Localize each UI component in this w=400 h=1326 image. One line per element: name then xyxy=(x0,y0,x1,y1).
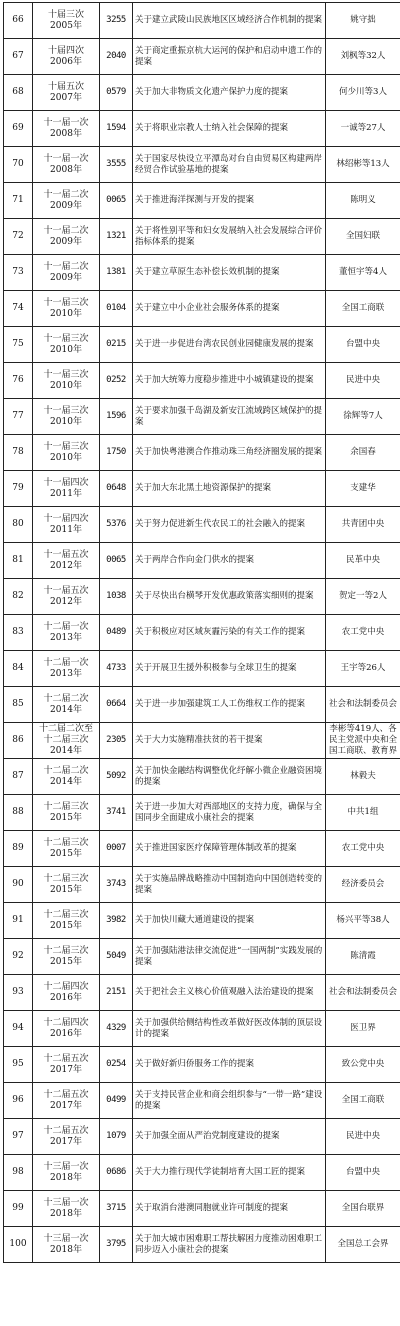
proposal-submitter: 台盟中央 xyxy=(326,1155,400,1191)
proposal-id: 1321 xyxy=(100,219,133,255)
proposal-id: 4733 xyxy=(100,651,133,687)
proposal-title: 关于把社会主义核心价值观融入法治建设的提案 xyxy=(133,975,326,1011)
proposal-session: 十二届二次 2014年 xyxy=(33,759,100,795)
proposal-id: 3715 xyxy=(100,1191,133,1227)
table-row xyxy=(4,687,400,723)
proposal-submitter: 全国工商联 xyxy=(326,291,400,327)
proposal-id: 0499 xyxy=(100,1083,133,1119)
proposal-number: 66 xyxy=(4,3,33,39)
proposal-title: 关于两岸合作向金门供水的提案 xyxy=(133,543,326,579)
proposal-title: 关于进一步加强建筑工人工伤维权工作的提案 xyxy=(133,687,326,723)
proposal-title: 关于推进国家医疗保障管理体制改革的提案 xyxy=(133,831,326,867)
proposal-number: 97 xyxy=(4,1119,33,1155)
proposal-id: 3982 xyxy=(100,903,133,939)
proposal-submitter: 王宇等26人 xyxy=(326,651,400,687)
proposal-session: 十一届四次 2011年 xyxy=(33,471,100,507)
proposal-title: 关于加大非物质文化遗产保护力度的提案 xyxy=(133,75,326,111)
proposal-id: 1750 xyxy=(100,435,133,471)
proposal-number: 100 xyxy=(4,1227,33,1263)
proposal-id: 0664 xyxy=(100,687,133,723)
table-row xyxy=(4,795,400,831)
table-row xyxy=(4,363,400,399)
proposal-submitter: 林毅夫 xyxy=(326,759,400,795)
proposal-title: 关于进一步加大对西部地区的支持力度，确保与全国同步全面建成小康社会的提案 xyxy=(133,795,326,831)
proposal-id: 3743 xyxy=(100,867,133,903)
proposal-id: 0252 xyxy=(100,363,133,399)
table-row xyxy=(4,255,400,291)
proposal-session: 十一届三次 2010年 xyxy=(33,435,100,471)
proposal-session: 十三届一次 2018年 xyxy=(33,1227,100,1263)
proposal-number: 85 xyxy=(4,687,33,723)
proposal-title: 关于努力促进新生代农民工的社会融入的提案 xyxy=(133,507,326,543)
table-row xyxy=(4,651,400,687)
proposal-submitter: 林绍彬等13人 xyxy=(326,147,400,183)
table-row xyxy=(4,1083,400,1119)
proposal-session: 十一届五次 2012年 xyxy=(33,543,100,579)
proposal-title: 关于推进海洋探测与开发的提案 xyxy=(133,183,326,219)
proposal-table xyxy=(3,2,400,1263)
proposal-session: 十一届四次 2011年 xyxy=(33,507,100,543)
proposal-submitter: 杨兴平等38人 xyxy=(326,903,400,939)
table-row xyxy=(4,939,400,975)
proposal-number: 78 xyxy=(4,435,33,471)
proposal-number: 79 xyxy=(4,471,33,507)
proposal-session: 十二届四次 2016年 xyxy=(33,1011,100,1047)
proposal-submitter: 民进中央 xyxy=(326,1119,400,1155)
proposal-title: 关于商定重振京杭大运河的保护和启动申遗工作的提案 xyxy=(133,39,326,75)
proposal-number: 99 xyxy=(4,1191,33,1227)
table-row xyxy=(4,327,400,363)
proposal-number: 73 xyxy=(4,255,33,291)
proposal-title: 关于进一步促进台湾农民创业园健康发展的提案 xyxy=(133,327,326,363)
proposal-number: 89 xyxy=(4,831,33,867)
proposal-id: 2040 xyxy=(100,39,133,75)
proposal-id: 1079 xyxy=(100,1119,133,1155)
proposal-title: 关于取消台港澳同胞就业许可制度的提案 xyxy=(133,1191,326,1227)
table-row xyxy=(4,3,400,39)
proposal-session: 十二届三次 2015年 xyxy=(33,795,100,831)
proposal-submitter: 中共1组 xyxy=(326,795,400,831)
proposal-number: 93 xyxy=(4,975,33,1011)
proposal-title: 关于建立武陵山民族地区区域经济合作机制的提案 xyxy=(133,3,326,39)
table-row xyxy=(4,903,400,939)
proposal-number: 90 xyxy=(4,867,33,903)
proposal-submitter: 致公党中央 xyxy=(326,1047,400,1083)
proposal-title: 关于实施品牌战略推动中国制造向中国创造转变的提案 xyxy=(133,867,326,903)
table-row xyxy=(4,615,400,651)
proposal-session: 十三届一次 2018年 xyxy=(33,1155,100,1191)
proposal-number: 95 xyxy=(4,1047,33,1083)
proposal-title: 关于加快金融结构调整优化纾解小微企业融资困境的提案 xyxy=(133,759,326,795)
proposal-session: 十二届五次 2017年 xyxy=(33,1119,100,1155)
proposal-submitter: 姚守拙 xyxy=(326,3,400,39)
proposal-title: 关于尽快出台横琴开发优惠政策落实细则的提案 xyxy=(133,579,326,615)
proposal-number: 83 xyxy=(4,615,33,651)
proposal-submitter: 医卫界 xyxy=(326,1011,400,1047)
proposal-id: 5376 xyxy=(100,507,133,543)
proposal-id: 0065 xyxy=(100,183,133,219)
proposal-submitter: 社会和法制委员会 xyxy=(326,687,400,723)
table-row xyxy=(4,1155,400,1191)
proposal-submitter: 支建华 xyxy=(326,471,400,507)
proposal-submitter: 民革中央 xyxy=(326,543,400,579)
proposal-session: 十二届二次 2014年 xyxy=(33,687,100,723)
proposal-session: 十一届一次 2008年 xyxy=(33,147,100,183)
table-row xyxy=(4,39,400,75)
table-row xyxy=(4,579,400,615)
proposal-session: 十二届一次 2013年 xyxy=(33,651,100,687)
proposal-number: 91 xyxy=(4,903,33,939)
table-row xyxy=(4,183,400,219)
proposal-title: 关于大力推行现代学徒制培育大国工匠的提案 xyxy=(133,1155,326,1191)
table-row xyxy=(4,543,400,579)
proposal-session: 十二届三次 2015年 xyxy=(33,867,100,903)
table-row xyxy=(4,831,400,867)
proposal-submitter: 何少川等3人 xyxy=(326,75,400,111)
proposal-id: 3795 xyxy=(100,1227,133,1263)
proposal-id: 1596 xyxy=(100,399,133,435)
proposal-number: 98 xyxy=(4,1155,33,1191)
proposal-session: 十二届二次至十二届三次 2014年 xyxy=(33,723,100,759)
proposal-submitter: 全国总工会界 xyxy=(326,1227,400,1263)
proposal-submitter: 徐辉等7人 xyxy=(326,399,400,435)
proposal-title: 关于将性别平等和妇女发展纳入社会发展综合评价指标体系的提案 xyxy=(133,219,326,255)
proposal-number: 81 xyxy=(4,543,33,579)
proposal-session: 十二届五次 2017年 xyxy=(33,1083,100,1119)
table-row xyxy=(4,471,400,507)
proposal-id: 0648 xyxy=(100,471,133,507)
proposal-session: 十届四次 2006年 xyxy=(33,39,100,75)
proposal-title: 关于做好新归侨服务工作的提案 xyxy=(133,1047,326,1083)
proposal-submitter: 共青团中央 xyxy=(326,507,400,543)
proposal-submitter: 李彬等419人、各民主党派中央和全国工商联、教育界 xyxy=(326,723,400,759)
proposal-title: 关于加强全面从严治党制度建设的提案 xyxy=(133,1119,326,1155)
proposal-number: 96 xyxy=(4,1083,33,1119)
proposal-title: 关于开展卫生援外积极参与全球卫生的提案 xyxy=(133,651,326,687)
proposal-session: 十二届五次 2017年 xyxy=(33,1047,100,1083)
table-row xyxy=(4,507,400,543)
proposal-number: 70 xyxy=(4,147,33,183)
proposal-submitter: 一诚等27人 xyxy=(326,111,400,147)
proposal-title: 关于加大东北黑土地资源保护的提案 xyxy=(133,471,326,507)
proposal-title: 关于支持民营企业和商会组织参与“一带一路”建设的提案 xyxy=(133,1083,326,1119)
proposal-id: 0254 xyxy=(100,1047,133,1083)
table-row xyxy=(4,1227,400,1263)
proposal-number: 76 xyxy=(4,363,33,399)
proposal-session: 十一届二次 2009年 xyxy=(33,219,100,255)
proposal-id: 0007 xyxy=(100,831,133,867)
proposal-id: 1594 xyxy=(100,111,133,147)
proposal-session: 十一届五次 2012年 xyxy=(33,579,100,615)
table-row xyxy=(4,435,400,471)
proposal-number: 68 xyxy=(4,75,33,111)
proposal-id: 3255 xyxy=(100,3,133,39)
proposal-id: 4329 xyxy=(100,1011,133,1047)
proposal-id: 1038 xyxy=(100,579,133,615)
proposal-id: 5092 xyxy=(100,759,133,795)
proposal-submitter: 贺定一等2人 xyxy=(326,579,400,615)
table-row xyxy=(4,1191,400,1227)
proposal-title: 关于加大城市困难职工帮扶解困力度推动困难职工同步迈入小康社会的提案 xyxy=(133,1227,326,1263)
table-row xyxy=(4,291,400,327)
table-row xyxy=(4,975,400,1011)
proposal-submitter: 董恒宇等4人 xyxy=(326,255,400,291)
proposal-title: 关于加强陆港法律交流促进“一国两制”实践发展的提案 xyxy=(133,939,326,975)
proposal-session: 十届五次 2007年 xyxy=(33,75,100,111)
proposal-id: 0104 xyxy=(100,291,133,327)
proposal-title: 关于建立中小企业社会服务体系的提案 xyxy=(133,291,326,327)
proposal-session: 十二届三次 2015年 xyxy=(33,939,100,975)
proposal-title: 关于国家尽快设立平潭岛对台自由贸易区构建两岸经贸合作试验基地的提案 xyxy=(133,147,326,183)
proposal-title: 关于加快川藏大通道建设的提案 xyxy=(133,903,326,939)
proposal-title: 关于加大统筹力度稳步推进中小城镇建设的提案 xyxy=(133,363,326,399)
proposal-session: 十一届三次 2010年 xyxy=(33,363,100,399)
proposal-session: 十一届一次 2008年 xyxy=(33,111,100,147)
proposal-session: 十一届二次 2009年 xyxy=(33,183,100,219)
proposal-submitter: 全国工商联 xyxy=(326,1083,400,1119)
proposal-id: 0215 xyxy=(100,327,133,363)
proposal-number: 71 xyxy=(4,183,33,219)
proposal-id: 0686 xyxy=(100,1155,133,1191)
proposal-number: 87 xyxy=(4,759,33,795)
proposal-id: 0579 xyxy=(100,75,133,111)
proposal-number: 74 xyxy=(4,291,33,327)
proposal-id: 0489 xyxy=(100,615,133,651)
table-row xyxy=(4,1011,400,1047)
proposal-number: 88 xyxy=(4,795,33,831)
proposal-submitter: 全国台联界 xyxy=(326,1191,400,1227)
table-row xyxy=(4,759,400,795)
proposal-title: 关于加快粤港澳合作推动珠三角经济圈发展的提案 xyxy=(133,435,326,471)
proposal-number: 72 xyxy=(4,219,33,255)
proposal-number: 94 xyxy=(4,1011,33,1047)
proposal-submitter: 经济委员会 xyxy=(326,867,400,903)
proposal-number: 86 xyxy=(4,723,33,759)
proposal-session: 十一届三次 2010年 xyxy=(33,327,100,363)
table-row xyxy=(4,219,400,255)
proposal-session: 十一届三次 2010年 xyxy=(33,399,100,435)
proposal-session: 十一届三次 2010年 xyxy=(33,291,100,327)
table-row xyxy=(4,723,400,759)
table-row xyxy=(4,867,400,903)
proposal-submitter: 社会和法制委员会 xyxy=(326,975,400,1011)
table-row xyxy=(4,399,400,435)
proposal-id: 3741 xyxy=(100,795,133,831)
proposal-submitter: 陈清霞 xyxy=(326,939,400,975)
proposal-number: 69 xyxy=(4,111,33,147)
proposal-title: 关于要求加强千岛湖及新安江流域跨区域保护的提案 xyxy=(133,399,326,435)
proposal-number: 84 xyxy=(4,651,33,687)
proposal-id: 2305 xyxy=(100,723,133,759)
proposal-session: 十二届四次 2016年 xyxy=(33,975,100,1011)
proposal-id: 0065 xyxy=(100,543,133,579)
proposal-id: 1381 xyxy=(100,255,133,291)
proposal-session: 十二届三次 2015年 xyxy=(33,831,100,867)
proposal-number: 82 xyxy=(4,579,33,615)
proposal-submitter: 刘枫等32人 xyxy=(326,39,400,75)
proposal-title: 关于大力实施精准扶贫的若干提案 xyxy=(133,723,326,759)
proposal-submitter: 陈明义 xyxy=(326,183,400,219)
proposal-number: 75 xyxy=(4,327,33,363)
proposal-session: 十一届二次 2009年 xyxy=(33,255,100,291)
proposal-title: 关于积极应对区域灰霾污染的有关工作的提案 xyxy=(133,615,326,651)
proposal-title: 关于将职业宗教人士纳入社会保障的提案 xyxy=(133,111,326,147)
table-row xyxy=(4,147,400,183)
proposal-session: 十二届三次 2015年 xyxy=(33,903,100,939)
table-row xyxy=(4,111,400,147)
proposal-id: 5049 xyxy=(100,939,133,975)
table-row xyxy=(4,75,400,111)
proposal-session: 十三届一次 2018年 xyxy=(33,1191,100,1227)
proposal-submitter: 台盟中央 xyxy=(326,327,400,363)
table-row xyxy=(4,1047,400,1083)
proposal-number: 67 xyxy=(4,39,33,75)
proposal-table-body xyxy=(4,3,400,1263)
proposal-number: 80 xyxy=(4,507,33,543)
proposal-id: 3555 xyxy=(100,147,133,183)
proposal-title: 关于加强供给侧结构性改革做好医改体制的顶层设计的提案 xyxy=(133,1011,326,1047)
proposal-submitter: 民进中央 xyxy=(326,363,400,399)
proposal-number: 92 xyxy=(4,939,33,975)
table-row xyxy=(4,1119,400,1155)
proposal-session: 十届三次 2005年 xyxy=(33,3,100,39)
proposal-submitter: 全国妇联 xyxy=(326,219,400,255)
proposal-session: 十二届一次 2013年 xyxy=(33,615,100,651)
proposal-title: 关于建立草原生态补偿长效机制的提案 xyxy=(133,255,326,291)
proposal-id: 2151 xyxy=(100,975,133,1011)
proposal-number: 77 xyxy=(4,399,33,435)
proposal-submitter: 农工党中央 xyxy=(326,831,400,867)
proposal-submitter: 农工党中央 xyxy=(326,615,400,651)
proposal-submitter: 余国春 xyxy=(326,435,400,471)
